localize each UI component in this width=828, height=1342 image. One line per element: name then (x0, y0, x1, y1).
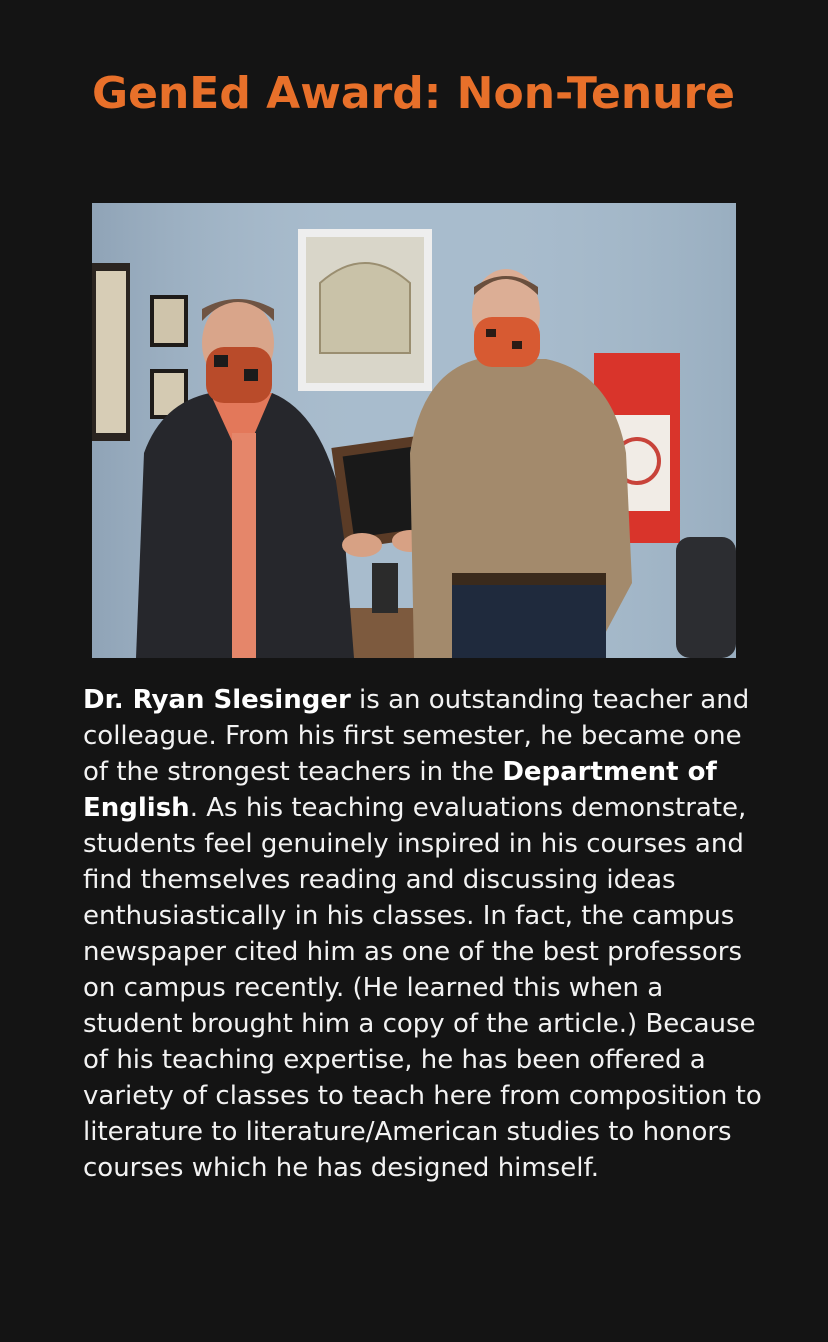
page-title: GenEd Award: Non-Tenure (92, 68, 736, 119)
department-name: Department of English (83, 757, 717, 823)
description-part-1: is an outstanding teacher and colleague. From his first semester, he became one of the strongest teachers in the (83, 685, 750, 787)
award-description (83, 682, 763, 1186)
recipient-name: Dr. Ryan Slesinger (83, 685, 351, 715)
description-part-2: . As his teaching evaluations demonstrate, students feel genuinely inspired in his courses and find themselves reading and discussing ideas enthusiastically in his classes. In fact, the campus newspaper cited him as one of the best professors on campus recently. (He learned this when a student brought him a copy of the article.) Because of his teaching expertise, he has been offered a variety of classes to teach here from composition to literature to literature/American studies to honors courses which he has designed himself. (83, 793, 762, 1183)
award-photo (92, 203, 736, 658)
award-presentation-photo (92, 203, 736, 658)
